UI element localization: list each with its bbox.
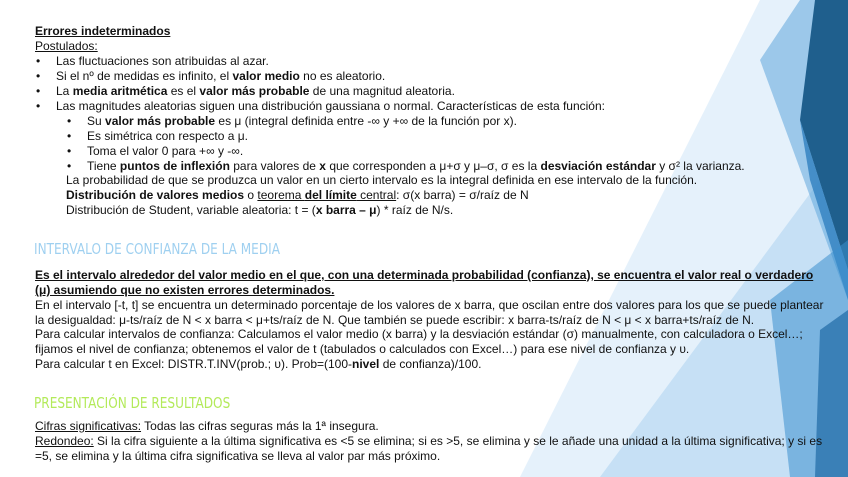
- bullet-text-3: La media aritmética es el valor más probable de una magnitud aleatoria.: [56, 84, 455, 98]
- sub-bullet-text-2: Es simétrica con respecto a μ.: [87, 129, 248, 143]
- section-heading-confidence-interval: INTERVALO DE CONFIANZA DE LA MEDIA: [34, 240, 280, 258]
- ci-text-line-6: fijamos el nivel de confianza; obtenemos el valor de t (tabulados o calculados con Excel…) para ese nivel de confianza y υ.: [35, 342, 690, 356]
- bullet-text-4: Las magnitudes aleatorias siguen una distribución gaussiana o normal. Características de esta función:: [56, 99, 605, 113]
- bullet-text-2: Si el nº de medidas es infinito, el valor medio no es aleatorio.: [56, 69, 386, 83]
- ci-text-line-3: En el intervalo [-t, t] se encuentra un determinado porcentaje de los valores de x barra, que oscilan entre dos valores para los que se puede plantear: [35, 298, 824, 312]
- student-distribution-line: Distribución de Student, variable aleatoria: t = (x barra – μ) * raíz de N/s.: [66, 203, 454, 217]
- sub-bullet-icon: •: [67, 129, 72, 143]
- ci-text-line-7: Para calcular t en Excel: DISTR.T.INV(prob.; υ). Prob=(100-nivel de confianza)/100.: [35, 357, 482, 371]
- bullet-icon: •: [36, 54, 41, 68]
- ci-text-line-5: Para calcular intervalos de confianza: Calculamos el valor medio (x barra) y la desviación estándar (σ) manualmente, con calculadora o Excel…;: [35, 327, 803, 341]
- results-line-2: Redondeo: Si la cifra siguiente a la última significativa es <5 se elimina; si es >5, se elimina y se le añade una unidad a la última significativa; y si es: [35, 434, 823, 448]
- bullet-icon: •: [36, 84, 41, 98]
- ci-text-line-4: la desigualdad: μ-ts/raíz de N < x barra < μ+ts/raíz de N. Que también se puede escribir: x barra-ts/raíz de N < μ < x barra+ts/raíz de N.: [35, 313, 755, 327]
- sub-bullet-icon: •: [67, 159, 72, 173]
- bullet-icon: •: [36, 69, 41, 83]
- ci-definition-line-1: Es el intervalo alrededor del valor medio en el que, con una determinada probabilidad (confianza), se encuentra el valor real o verdadero: [35, 268, 814, 282]
- results-line-3: =5, se elimina y la última cifra significativa se lleva al valor par más próximo.: [35, 449, 441, 463]
- probability-paragraph: La probabilidad de que se produzca un valor en un cierto intervalo es la integral definida en ese intervalo de la función.: [66, 173, 698, 187]
- sub-bullet-icon: •: [67, 114, 72, 128]
- sub-bullet-text-4: Tiene puntos de inflexión para valores de x que corresponden a μ+σ y μ–σ, σ es la desviación estándar y σ² la varianza.: [87, 159, 745, 173]
- bullet-icon: •: [36, 99, 41, 113]
- postulados-label: Postulados:: [35, 39, 98, 53]
- results-line-1: Cifras significativas: Todas las cifras seguras más la 1ª insegura.: [35, 419, 379, 433]
- bullet-text-1: Las fluctuaciones son atribuidas al azar.: [56, 54, 269, 68]
- sub-bullet-icon: •: [67, 144, 72, 158]
- distribution-means-line: Distribución de valores medios o teorema del límite central: σ(x barra) = σ/raíz de N: [66, 188, 529, 202]
- section-title: Errores indeterminados: [35, 24, 171, 38]
- sub-bullet-text-1: Su valor más probable es μ (integral definida entre -∞ y +∞ de la función por x).: [87, 114, 517, 128]
- section-heading-results: PRESENTACIÓN DE RESULTADOS: [34, 394, 231, 412]
- sub-bullet-text-3: Toma el valor 0 para +∞ y -∞.: [87, 144, 244, 158]
- ci-definition-line-2: (μ) asumiendo que no existen errores determinados.: [35, 283, 335, 297]
